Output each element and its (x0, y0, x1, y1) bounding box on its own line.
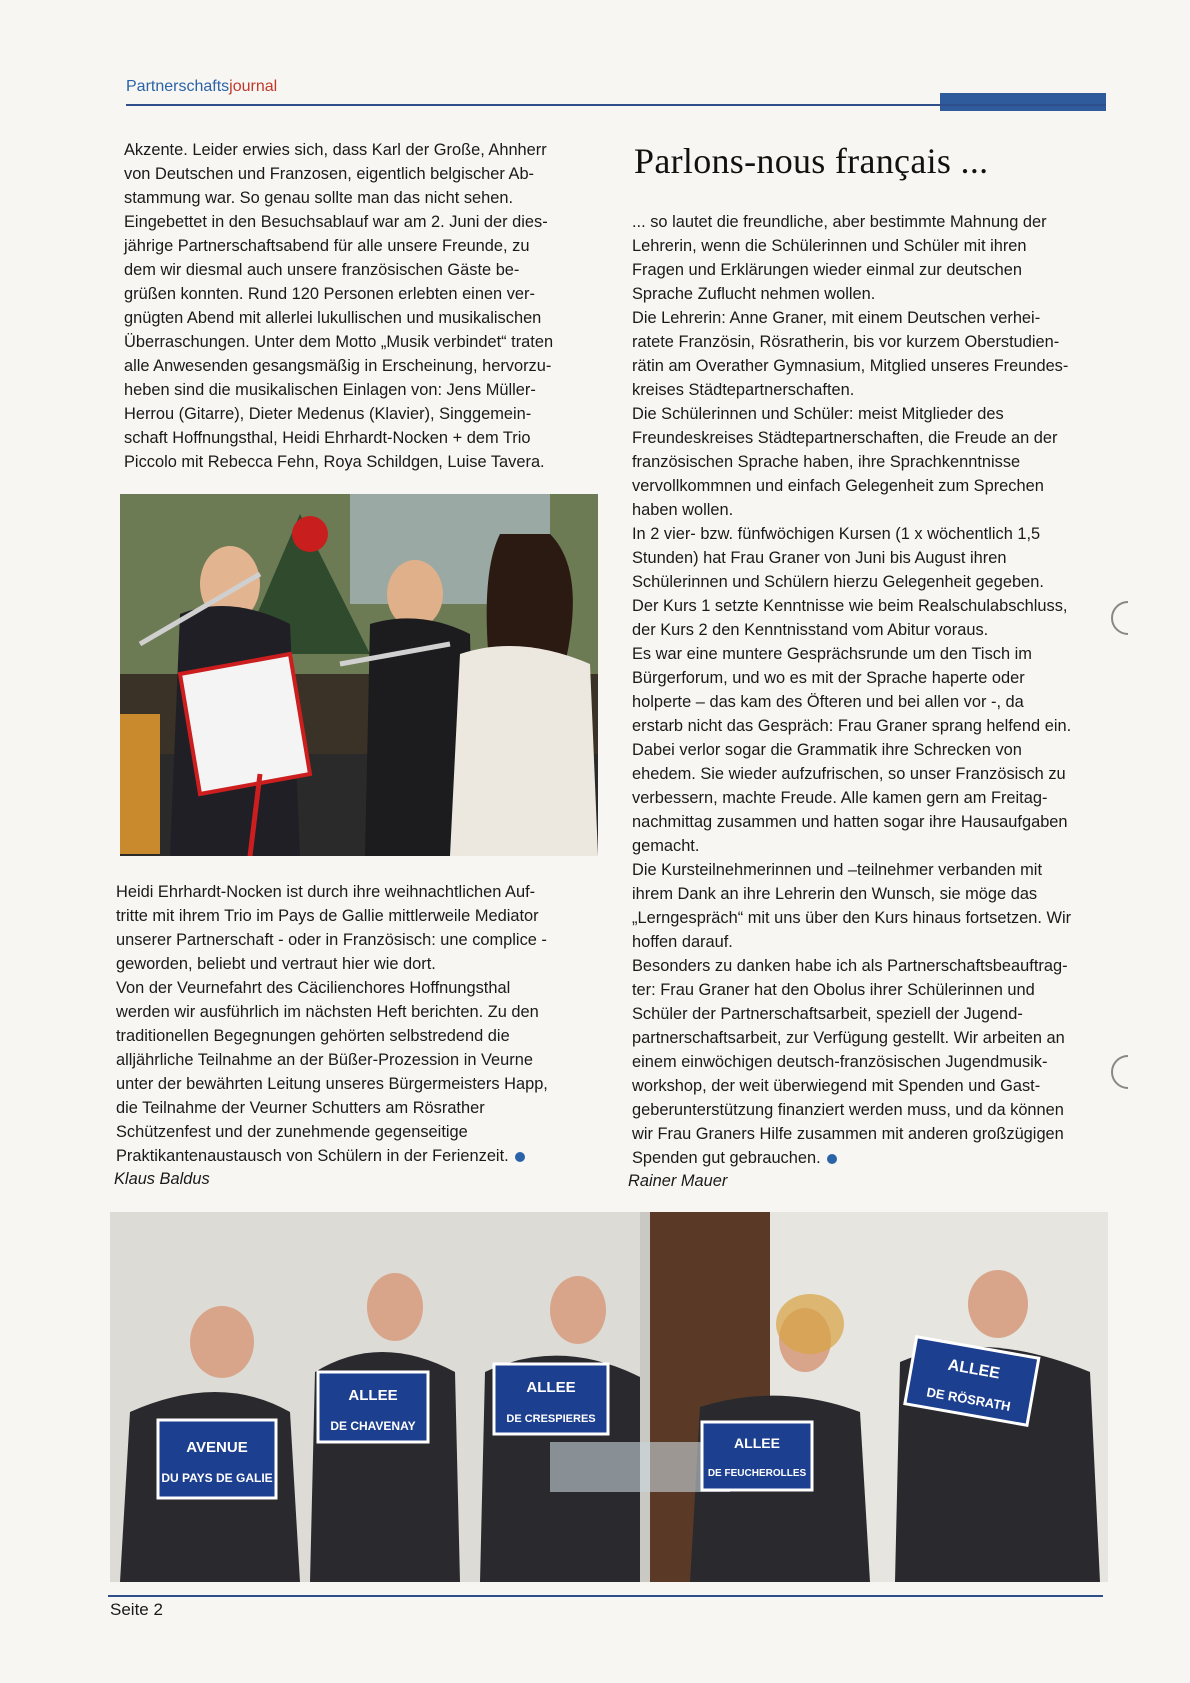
sign-2-bottom: DE CHAVENAY (330, 1419, 416, 1433)
footer-rule (108, 1595, 1103, 1597)
sign-1-top: AVENUE (186, 1439, 248, 1456)
left-bottom-paragraphs: Heidi Ehrhardt-Nocken ist durch ihre weihnachtlichen Auf- tritte mit ihrem Trio im Pays de Gallie mittlerweile Mediator unserer Partnerschaft - oder in Französisch: une complice - geworden, beliebt und vertraut hier wie dort. Von der Veurnefahrt des Cäcilienchores Hoffnungsthal werden wir ausführlich im nächsten Heft berichten. Zu den traditionellen Begegnungen gehörten selbstredend die alljährliche Teilnahme an der Büßer-Prozession in Veurne unter der bewährten Leitung unseres Bürgermeisters Happ, die Teilnahme der Veurner Schutters am Rösrather Schützenfest und der zunehmende gegenseitige Praktikantenaustausch von Schülern in der Ferienzeit. (116, 883, 548, 1165)
right-author: Rainer Mauer (628, 1172, 728, 1190)
binder-hole-mark-icon (1100, 598, 1136, 638)
sign-1-bottom: DU PAYS DE GALIE (161, 1471, 273, 1485)
sign-chavenay (318, 1372, 428, 1442)
sign-3-bottom: DE CRESPIERES (506, 1413, 596, 1425)
sign-3-top: ALLEE (526, 1379, 576, 1396)
binder-hole-mark-icon (1100, 1052, 1136, 1092)
left-column-top-text: Akzente. Leider erwies sich, dass Karl der Große, Ahnherr von Deutschen und Franzosen, eigentlich belgischer Ab- stammung war. So genau sollte man das nicht sehen. Eingebettet in den Besuchsablauf war am 2. Juni der dies- jährige Partnerschaftsabend für alle unsere Freunde, zu dem wir diesmal auch unsere französischen Gäste be- grüßen konnten. Rund 120 Personen erlebten einen ver- gnügten Abend mit allerlei lukullischen und musikalischen Überraschungen. Unter dem Motto „Musik verbindet“ traten alle Anwesenden gesangsmäßig in Erscheinung, hervorzu- heben sind die musikalischen Einlagen von: Jens Müller- Herrou (Gitarre), Dieter Medenus (Klavier), Singgemein- schaft Hoffnungsthal, Heidi Ehrhardt-Nocken + dem Trio Piccolo mit Rebecca Fehn, Roya Schildgen, Luise Tavera. (124, 141, 554, 471)
photo-flute-trio (120, 494, 598, 856)
right-column-text (632, 210, 1112, 1170)
right-body-paragraphs: ... so lautet die freundliche, aber bestimmte Mahnung der Lehrerin, wenn die Schülerinnen und Schüler mit ihren Fragen und Erklärungen wieder einmal zur deutschen Sprache Zuflucht nehmen wollen. Die Lehrerin: Anne Graner, mit einem Deutschen verhei- ratete Französin, Rösratherin, bis vor kurzem Oberstudien- rätin am Overather Gymnasium, Mitglied unseres Freundes- kreises Städtepartnerschaften. Die Schülerinnen und Schüler: meist Mitglieder des Freundeskreises Städtepartnerschaften, die Freude an der französischen Sprache haben, ihre Sprachkenntnisse vervollkommnen und einfach Gelegenheit zum Sprechen haben wollen. In 2 vier- bzw. fünfwöchigen Kursen (1 x wöchentlich 1,5 Stunden) hat Frau Graner von Juni bis August ihren Schülerinnen und Schülern hierzu Gelegenheit gegeben. Der Kurs 1 setzte Kenntnisse wie beim Realschulabschluss, der Kurs 2 den Kenntnisstand vom Abitur voraus. Es war eine muntere Gesprächsrunde um den Tisch im Bürgerforum, und wo es mit der Sprache haperte oder holperte – das kam des Öfteren und bei allen vor -, da erstarb nicht das Gespräch: Frau Graner sprang helfend ein. Dabei verlor sogar die Grammatik ihre Schrecken von ehedem. Sie wieder aufzufrischen, so unser Französisch zu verbessern, machte Freude. Alle kamen gern am Freitag- nachmittag zusammen und hatten sogar ihre Hausaufgaben gemacht. Die Kursteilnehmerinnen und –teilnehmer verbanden mit ihrem Dank an ihre Lehrerin den Wunsch, sie möge das „Lerngespräch“ mit uns über den Kurs hinaus fortsetzen. Wir hoffen darauf. Besonders zu danken habe ich als Partnerschaftsbeauftrag- ter: Frau Graner hat den Obolus ihrer Schülerinnen und Schüler der Partnerschaftsarbeit, speziell der Jugend- partnerschaftsarbeit, zur Verfügung gestellt. Wir arbeiten an einem einwöchigen deutsch-französischen Jugendmusik- workshop, der weit überwiegend mit Spenden und Gast- geberunterstützung finanziert werden muss, und da können wir Frau Graners Hilfe zusammen mit anderen großzügigen Spenden gut gebrauchen. (632, 213, 1072, 1167)
left-author: Klaus Baldus (114, 1170, 210, 1188)
sign-5-top: ALLEE (946, 1356, 1002, 1383)
flute-trio-illustration (120, 494, 598, 856)
photo-street-sign-officials (110, 1212, 1108, 1582)
street-sign-scene-illustration (110, 1212, 1108, 1582)
sign-5-bottom: DE RÖSRATH (925, 1384, 1012, 1414)
sign-4-top: ALLEE (734, 1435, 780, 1451)
end-mark-icon (515, 1152, 525, 1162)
header-brand (126, 78, 277, 96)
sign-2-top: ALLEE (348, 1387, 398, 1404)
sign-4-bottom: DE FEUCHEROLLES (707, 1468, 807, 1479)
sign-feucherolles (702, 1422, 812, 1490)
sign-crespieres (494, 1364, 608, 1434)
page-number: Seite 2 (110, 1600, 163, 1619)
brand-partnerschafts: Partnerschafts (126, 78, 230, 95)
brand-journal: journal (229, 78, 278, 95)
header-rule (126, 104, 1106, 106)
end-mark-icon (827, 1154, 837, 1164)
article-title: Parlons-nous français ... (634, 141, 989, 181)
header-accent-bar (940, 93, 1106, 111)
sign-pays-de-galie (158, 1420, 276, 1498)
left-column-bottom-text (116, 880, 596, 1168)
